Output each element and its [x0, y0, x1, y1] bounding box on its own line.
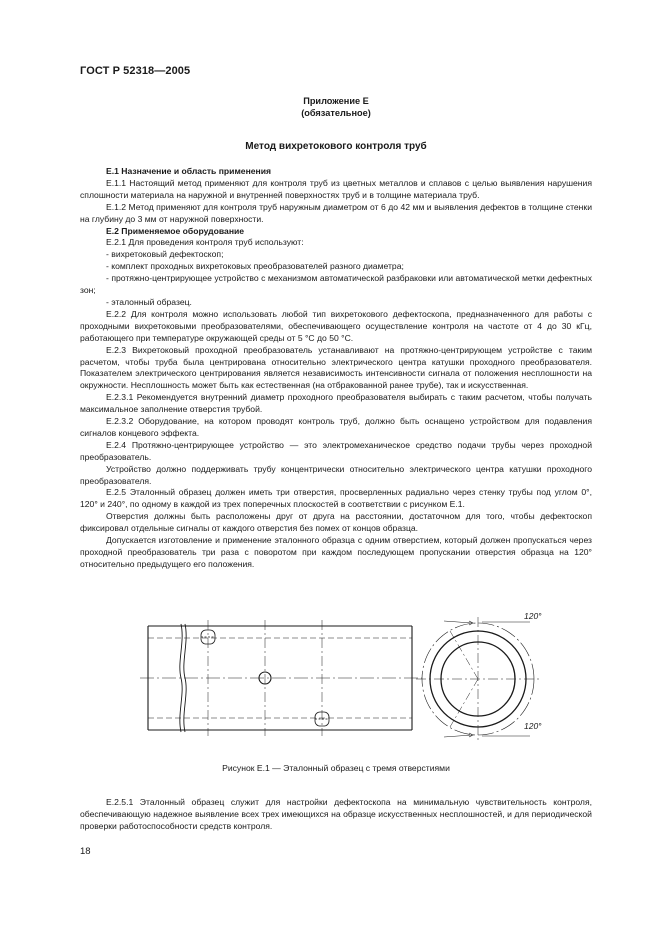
paragraph: Е.1.1 Настоящий метод применяют для контроля труб из цветных металлов и сплавов с целью выявления нарушения сплошности материала на наружной и внутренней поверхностях труб и в толщине материала труб.	[80, 177, 592, 200]
tube-cross-section	[416, 617, 540, 741]
paragraph: Отверстия должны быть расположены друг от друга на расстоянии, достаточном для того, чтобы дефектоскоп фиксировал отдельные сигналы от каждого отверстия без помех от концов образца.	[80, 511, 592, 534]
figure-caption: Рисунок Е.1 — Эталонный образец с тремя отверстиями	[222, 763, 450, 773]
page-number: 18	[80, 846, 91, 857]
angle-label-top: 120°	[524, 611, 542, 621]
paragraph: Е.2.1 Для проведения контроля труб используют:	[106, 237, 304, 248]
appendix-label: Приложение Е	[303, 96, 369, 106]
section-heading: Е.1 Назначение и область применения	[106, 166, 272, 176]
paragraph: Е.2.3.2 Оборудование, на котором проводят контроль труб, должно быть оснащено устройством для подавления сигналов концевого эффекта.	[80, 416, 592, 438]
list-item: - вихретоковый дефектоскоп;	[106, 249, 224, 260]
section-heading: Е.2 Применяемое оборудование	[106, 225, 245, 236]
list-item: - комплект проходных вихретоковых преобразователей разного диаметра;	[106, 261, 404, 272]
appendix-title: Метод вихретокового контроля труб	[245, 141, 427, 152]
paragraph: Устройство должно поддерживать трубу концентрически относительно электрического центра катушки проходного преобразователя.	[80, 463, 592, 486]
list-item: - протяжно-центрирующее устройство с механизмом автоматической разбраковки или автоматической метки дефектных зон;	[80, 273, 592, 296]
paragraph: Е.1.2 Метод применяют для контроля труб наружным диаметром от 6 до 42 мм и выявления дефектов в толщине стенки на глубину до 3 мм от наружной поверхности.	[80, 201, 592, 224]
paragraph: Е.2.2 Для контроля можно использовать любой тип вихретокового дефектоскопа, предназначенного для работы с проходными вихретоковыми преобразователями, обеспечивающего осуществление контроля на частоте от 4 до 30 кГц, работающего при температуре окружающей среды от 5 °С до 50 °С.	[80, 308, 592, 343]
paragraph: Допускается изготовление и применение эталонного образца с одним отверстием, который должен пропускаться через проходной преобразователь три раза с поворотом при каждом последующем пропускании отверстия образца на 120° относительно предыдущего его положения.	[80, 535, 592, 569]
body-text-after-figure	[80, 797, 592, 833]
paragraph: Е.2.5.1 Эталонный образец служит для настройки дефектоскопа на минимальную чувствительность контроля, обеспечивающую надежное выявление всех трех имеющихся на образце искусственных несплошностей, и для периодической проверки работоспособности средств контроля.	[80, 797, 592, 831]
figure-e1-drawing	[140, 602, 580, 752]
paragraph: Е.2.3.1 Рекомендуется внутренний диаметр проходного преобразователя выбирать с таким расчетом, чтобы получать максимальное заполнение отверстия трубой.	[80, 392, 592, 415]
appendix-status: (обязательное)	[301, 108, 371, 118]
paragraph: Е.2.5 Эталонный образец должен иметь три отверстия, просверленных радиально через стенку трубы под углом 0°, 120° и 240°, по одному в каждой из трех поперечных плоскостей в соответствии с рисунком Е.1.	[80, 487, 592, 510]
appendix-heading	[80, 95, 592, 119]
angle-label-bottom: 120°	[524, 721, 542, 731]
paragraph: Е.2.3 Вихретоковый проходной преобразователь устанавливают на протяжно-центрирующем устройстве с таким расчетом, чтобы труба была центрирована относительно электрического центра катушки проходного преобразователя. Показателем электрического центрирования является независимость интенсивности сигнала от положения несплошности на окружности. Несплошность может быть как естественная (на отбракованной ранее трубе), так и искусственная.	[80, 344, 592, 391]
standard-designation: ГОСТ Р 52318—2005	[80, 65, 191, 77]
paragraph: Е.2.4 Протяжно-центрирующее устройство — это электромеханическое средство подачи трубы через проходной преобразователь.	[80, 439, 592, 462]
body-text	[80, 166, 592, 571]
tube-side-view	[140, 620, 422, 736]
reference-sample-drawing	[140, 602, 580, 752]
list-item: - эталонный образец.	[106, 296, 192, 307]
